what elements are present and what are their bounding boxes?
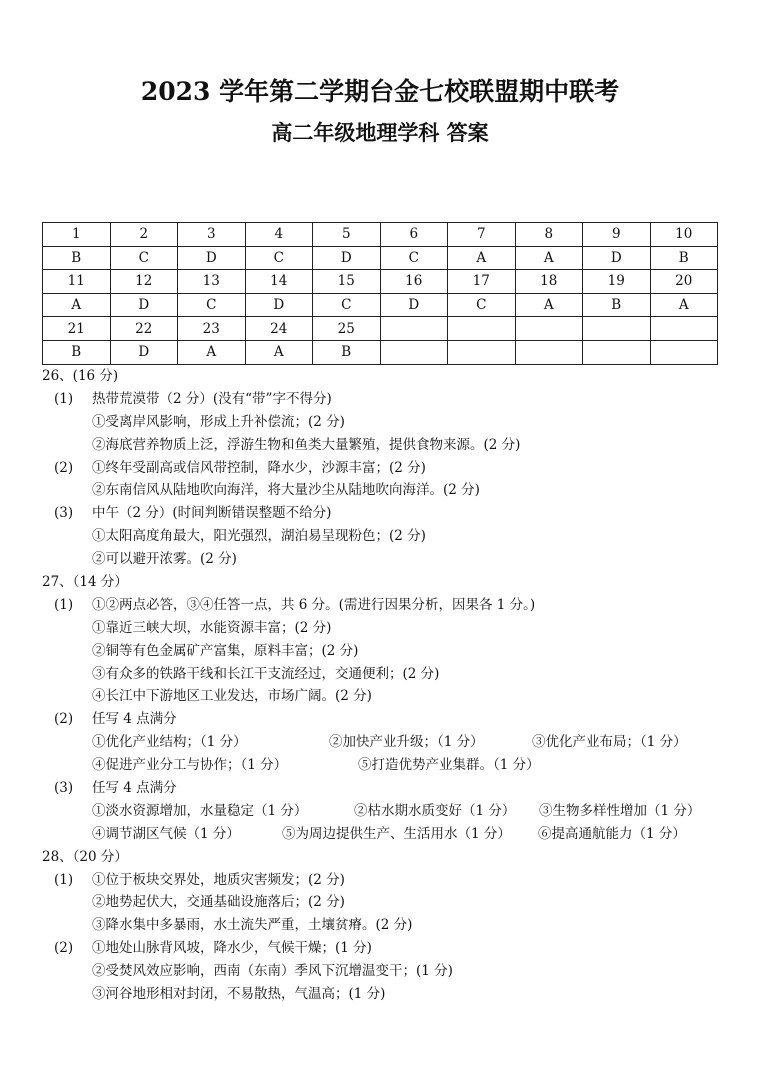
q26-part1-line2: ①受离岸风影响，形成上升补偿流；(2 分) xyxy=(92,413,345,430)
q26-part2-label: (2) xyxy=(54,459,74,476)
table-cell: 12 xyxy=(110,270,178,294)
table-cell: 16 xyxy=(380,270,448,294)
table-cell: B xyxy=(313,340,381,364)
table-row xyxy=(43,317,718,341)
q26-part1 xyxy=(42,388,742,411)
table-cell: A xyxy=(178,340,246,364)
table-cell: D xyxy=(380,293,448,317)
table-cell: C xyxy=(448,293,516,317)
table-cell xyxy=(583,340,651,364)
q27-part2-item5: ⑤打造优势产业集群。（1 分） xyxy=(358,757,540,774)
q28-part1 xyxy=(42,869,742,892)
document-title: 2023 学年第二学期台金七校联盟期中联考 xyxy=(140,77,620,106)
q26-heading: 26、(16 分) xyxy=(42,368,119,384)
q27-part1-line5: ④长江中下游地区工业发达，市场广阔。(2 分) xyxy=(92,688,372,705)
table-cell: C xyxy=(313,293,381,317)
q27-part2-item2: ②加快产业升级；（1 分） xyxy=(329,734,484,751)
q26-part3-label: (3) xyxy=(54,505,74,522)
table-cell: A xyxy=(245,340,313,364)
document-subtitle: 高二年级地理学科 答案 xyxy=(271,120,489,145)
table-cell: 6 xyxy=(380,223,448,247)
q28-part1-line2: ②地势起伏大，交通基础设施落后；(2 分) xyxy=(92,894,345,911)
table-cell: C xyxy=(380,246,448,270)
q26-part3-line2: ①太阳高度角最大，阳光强烈，湖泊易呈现粉色；(2 分) xyxy=(92,528,426,545)
q28-part1-label: (1) xyxy=(54,871,74,888)
table-cell: C xyxy=(245,246,313,270)
table-cell xyxy=(380,340,448,364)
q27-part3-item6: ⑥提高通航能力（1 分） xyxy=(538,825,686,842)
table-cell xyxy=(583,317,651,341)
q27-heading: 27、（14 分） xyxy=(42,574,128,591)
q27-part2-item3: ③优化产业布局；（1 分） xyxy=(532,734,687,751)
q27-part3-item2: ②枯水期水质变好（1 分） xyxy=(354,802,516,819)
q28-part2-line2: ②受焚风效应影响，西南（东南）季风下沉增温变干；(1 分) xyxy=(92,963,453,980)
table-cell: 15 xyxy=(313,270,381,294)
q27-part2-item1: ①优化产业结构；（1 分） xyxy=(92,734,247,751)
q27-part1-line4: ③有众多的铁路干线和长江干支流经过，交通便利；(2 分) xyxy=(92,665,440,682)
q27-part1-line1: ①②两点必答，③④任答一点，共 6 分。(需进行因果分析，因果各 1 分。) xyxy=(92,596,536,613)
table-cell xyxy=(380,317,448,341)
table-cell: 4 xyxy=(245,223,313,247)
q26-part1-label: (1) xyxy=(54,390,74,407)
table-cell: D xyxy=(583,246,651,270)
answer-table xyxy=(42,222,718,365)
answer-content xyxy=(42,365,742,1006)
table-cell: 20 xyxy=(650,270,718,294)
q27-part2-row2 xyxy=(42,754,742,777)
q26-part2-line1: ①终年受副高或信风带控制，降水少，沙源丰富；(2 分) xyxy=(92,459,426,476)
table-cell: 23 xyxy=(178,317,246,341)
table-cell: A xyxy=(448,246,516,270)
table-cell: 24 xyxy=(245,317,313,341)
table-cell: 1 xyxy=(43,223,111,247)
table-cell: 18 xyxy=(515,270,583,294)
q27-part2-row1 xyxy=(42,731,742,754)
table-cell: A xyxy=(515,246,583,270)
table-cell: 22 xyxy=(110,317,178,341)
q28-part1-line3: ③降水集中多暴雨，水土流失严重，土壤贫瘠。(2 分) xyxy=(92,917,413,934)
q27-part3-line1: 任写 4 点满分 xyxy=(92,780,177,797)
table-cell: A xyxy=(515,293,583,317)
table-cell: 9 xyxy=(583,223,651,247)
table-cell: D xyxy=(110,340,178,364)
q27-part2-line1: 任写 4 点满分 xyxy=(92,711,177,728)
q28-part2-line1: ①地处山脉背风坡，降水少，气候干燥；(1 分) xyxy=(92,940,372,957)
q26-part2-line2: ②东南信风从陆地吹向海洋，将大量沙尘从陆地吹向海洋。(2 分) xyxy=(92,482,480,499)
table-cell: 11 xyxy=(43,270,111,294)
table-cell: D xyxy=(245,293,313,317)
q26-part2 xyxy=(42,457,742,480)
table-cell: 7 xyxy=(448,223,516,247)
q28-part2-label: (2) xyxy=(54,940,74,957)
table-cell: 5 xyxy=(313,223,381,247)
q26-part1-line3: ②海底营养物质上泛，浮游生物和鱼类大量繁殖，提供食物来源。(2 分) xyxy=(92,436,521,453)
table-cell xyxy=(650,317,718,341)
table-cell: C xyxy=(110,246,178,270)
table-cell: D xyxy=(178,246,246,270)
table-cell: D xyxy=(313,246,381,270)
table-cell: B xyxy=(43,340,111,364)
table-row xyxy=(43,340,718,364)
table-cell: 17 xyxy=(448,270,516,294)
table-cell: 10 xyxy=(650,223,718,247)
q27-part2-item4: ④促进产业分工与协作；（1 分） xyxy=(92,757,288,774)
q27-part2-label: (2) xyxy=(54,711,74,728)
table-row xyxy=(43,246,718,270)
q28-heading: 28、（20 分） xyxy=(42,848,128,865)
table-row xyxy=(43,270,718,294)
table-cell: 14 xyxy=(245,270,313,294)
table-cell: C xyxy=(178,293,246,317)
q26-part1-line1: 热带荒漠带（2 分）(没有“带”字不得分) xyxy=(92,390,332,407)
table-cell xyxy=(448,340,516,364)
q27-part3-item1: ①淡水资源增加，水量稳定（1 分） xyxy=(92,802,308,819)
q27-part3-item5: ⑤为周边提供生产、生活用水（1 分） xyxy=(282,825,511,842)
q27-part3-item4: ④调节湖区气候（1 分） xyxy=(92,825,240,842)
table-cell xyxy=(515,340,583,364)
table-cell: B xyxy=(650,246,718,270)
q28-part2-line3: ③河谷地形相对封闭，不易散热，气温高；(1 分) xyxy=(92,986,386,1003)
q26-part3-line1: 中午（2 分）(时间判断错误整题不给分) xyxy=(92,505,332,522)
table-row xyxy=(43,293,718,317)
q27-part3 xyxy=(42,777,742,800)
table-cell: 21 xyxy=(43,317,111,341)
table-cell: D xyxy=(110,293,178,317)
q27-part1-line3: ②铜等有色金属矿产富集，原料丰富；(2 分) xyxy=(92,642,359,659)
table-cell xyxy=(448,317,516,341)
table-cell xyxy=(515,317,583,341)
q27-part1-line2: ①靠近三峡大坝，水能资源丰富；(2 分) xyxy=(92,619,332,636)
table-cell: 13 xyxy=(178,270,246,294)
q27-part3-row2 xyxy=(42,823,742,846)
q28-part2 xyxy=(42,937,742,960)
q28-part1-line1: ①位于板块交界处，地质灾害频发；(2 分) xyxy=(92,871,345,888)
table-cell: 8 xyxy=(515,223,583,247)
table-cell: B xyxy=(583,293,651,317)
q26-part3-line3: ②可以避开浓雾。(2 分) xyxy=(92,551,237,568)
table-cell: 25 xyxy=(313,317,381,341)
table-cell: A xyxy=(650,293,718,317)
table-cell: 19 xyxy=(583,270,651,294)
q26-part3 xyxy=(42,502,742,525)
q27-part2 xyxy=(42,708,742,731)
table-row xyxy=(43,223,718,247)
table-cell: 3 xyxy=(178,223,246,247)
table-cell xyxy=(650,340,718,364)
q27-part3-label: (3) xyxy=(54,780,74,797)
q27-part1 xyxy=(42,594,742,617)
table-cell: B xyxy=(43,246,111,270)
q27-part1-label: (1) xyxy=(54,596,74,613)
q27-part3-item3: ③生物多样性增加（1 分） xyxy=(539,802,701,819)
q27-part3-row1 xyxy=(42,800,742,823)
table-cell: A xyxy=(43,293,111,317)
table-cell: 2 xyxy=(110,223,178,247)
